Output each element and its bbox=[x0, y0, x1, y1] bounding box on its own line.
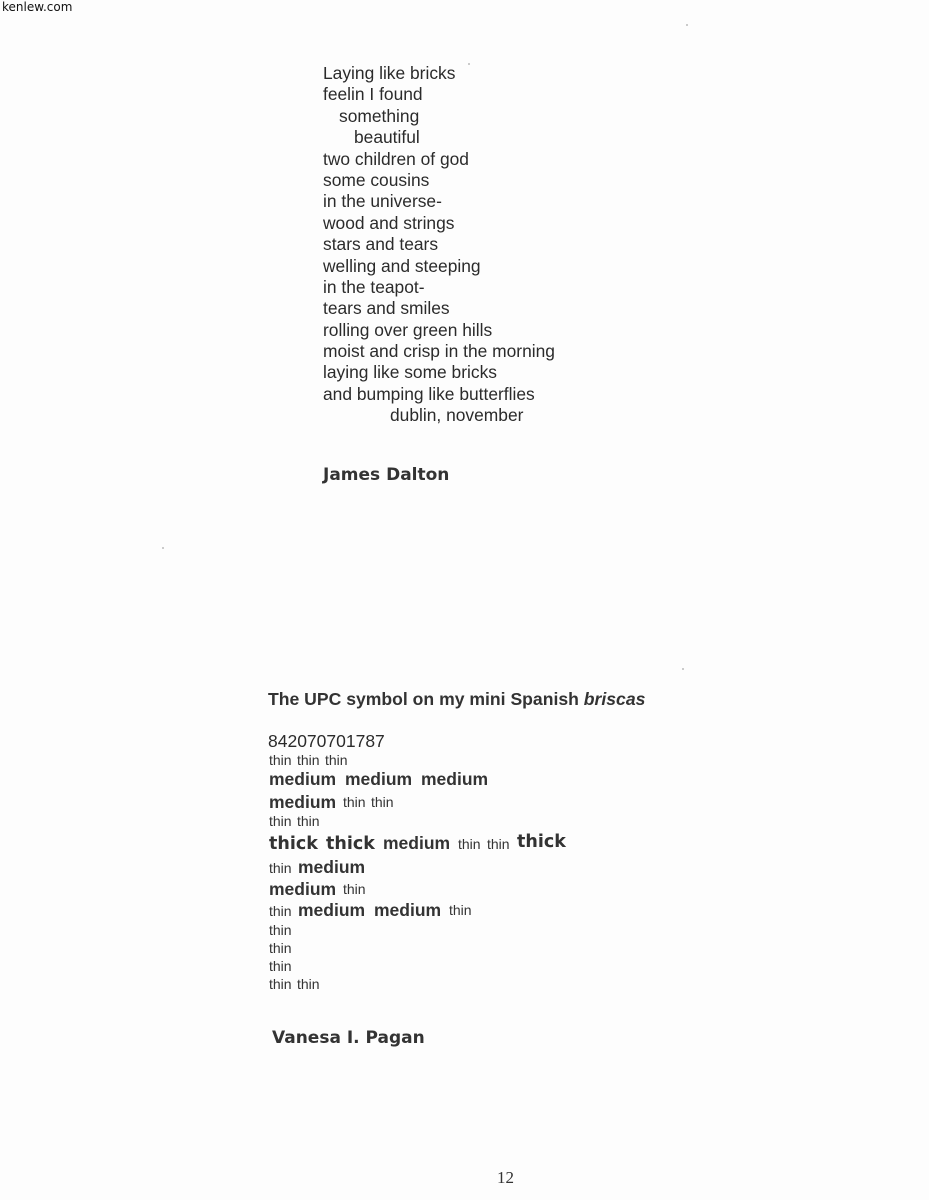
poem-line: in the universe- bbox=[323, 191, 442, 212]
poem-title-main: The UPC symbol on my mini Spanish bbox=[268, 689, 584, 709]
upc-word-medium: medium bbox=[298, 857, 366, 877]
upc-word-medium: medium bbox=[421, 769, 489, 789]
upc-word-medium: medium bbox=[269, 792, 337, 812]
poem-line: two children of god bbox=[323, 148, 469, 169]
scan-speck bbox=[162, 547, 164, 549]
upc-word-thin: thin bbox=[269, 813, 292, 829]
scan-speck bbox=[686, 24, 688, 26]
upc-word-thin: thin bbox=[269, 922, 292, 938]
poem-laying-like-bricks bbox=[323, 63, 643, 427]
poem-line: and bumping like butterflies bbox=[323, 383, 535, 404]
upc-word-medium: medium bbox=[383, 833, 451, 853]
upc-word-thin: thin bbox=[325, 752, 348, 768]
scan-speck bbox=[682, 668, 684, 670]
site-watermark: kenlew.com bbox=[2, 0, 73, 14]
poem-line: something bbox=[339, 105, 420, 126]
poem-line: wood and strings bbox=[323, 212, 455, 233]
upc-word-thick: thick bbox=[269, 834, 318, 854]
poem-author-james-dalton: James Dalton bbox=[323, 465, 450, 485]
upc-number: 842070701787 bbox=[268, 731, 385, 751]
poem-line: stars and tears bbox=[323, 234, 439, 255]
scan-speck bbox=[468, 63, 470, 65]
poem-line: feelin I found bbox=[323, 84, 423, 105]
upc-word-thin: thin bbox=[371, 794, 394, 810]
poem-author-vanesa-pagan: Vanesa I. Pagan bbox=[272, 1028, 425, 1048]
upc-word-thick: thick bbox=[326, 834, 375, 854]
upc-word-thin: thin bbox=[269, 752, 292, 768]
upc-word-medium: medium bbox=[269, 769, 337, 789]
poem-title-italic: briscas bbox=[583, 689, 646, 709]
poem-line: moist and crisp in the morning bbox=[323, 341, 555, 362]
upc-word-thin: thin bbox=[343, 794, 366, 810]
poem-line: beautiful bbox=[354, 127, 420, 148]
poem-line: laying like some bricks bbox=[323, 362, 497, 383]
poem-line: in the teapot- bbox=[323, 276, 425, 297]
upc-word-thin: thin bbox=[297, 752, 320, 768]
upc-word-thin: thin bbox=[487, 836, 510, 852]
upc-word-thin: thin bbox=[297, 813, 320, 829]
upc-word-thin: thin bbox=[269, 958, 292, 974]
upc-word-medium: medium bbox=[374, 900, 442, 920]
upc-word-thin: thin bbox=[269, 976, 292, 992]
upc-word-thin: thin bbox=[269, 940, 292, 956]
upc-word-thin: thin bbox=[343, 881, 366, 897]
poem-line: welling and steeping bbox=[323, 255, 481, 276]
poem-line: rolling over green hills bbox=[323, 319, 493, 340]
poem-title-upc-symbol bbox=[268, 689, 645, 710]
upc-word-medium: medium bbox=[345, 769, 413, 789]
poem-line: Laying like bricks bbox=[323, 63, 456, 83]
upc-word-thin: thin bbox=[297, 976, 320, 992]
poem-line: some cousins bbox=[323, 169, 430, 190]
upc-word-thin: thin bbox=[269, 903, 292, 919]
upc-word-medium: medium bbox=[298, 900, 366, 920]
upc-word-thin: thin bbox=[458, 836, 481, 852]
poem-line-dateline: dublin, november bbox=[390, 405, 524, 426]
page-number: 12 bbox=[497, 1168, 514, 1187]
upc-word-thin: thin bbox=[269, 860, 292, 876]
poem-line: tears and smiles bbox=[323, 298, 450, 319]
upc-word-medium: medium bbox=[269, 879, 337, 899]
upc-word-thick: thick bbox=[517, 832, 566, 852]
upc-word-thin: thin bbox=[449, 902, 472, 918]
